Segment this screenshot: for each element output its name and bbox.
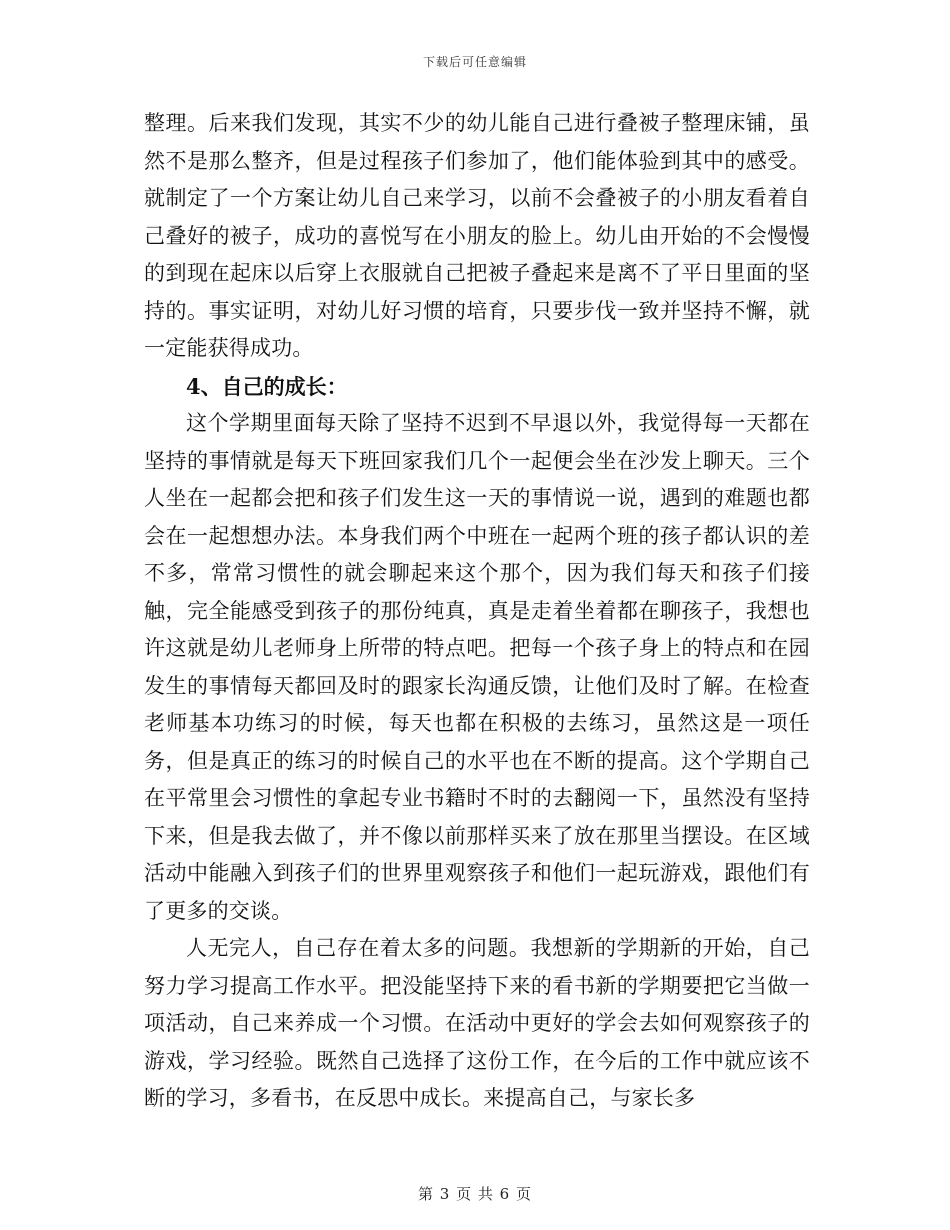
- paragraph-reflection: 人无完人，自己存在着太多的问题。我想新的学期新的开始，自己努力学习提高工作水平。把没能坚持下来的看书新的学期要把它当做一项活动，自己来养成一个习惯。在活动中更好的学会去如何观察孩子的游戏，学习经验。既然自己选择了这份工作，在今后的工作中就应该不断的学习，多看书，在反思中成长。来提高自己，与家长多: [144, 936, 810, 1110]
- page-header-note: 下载后可任意编辑: [422, 55, 527, 69]
- document-body: [144, 105, 810, 1118]
- paragraph-continuation: 整理。后来我们发现，其实不少的幼儿能自己进行叠被子整理床铺，虽然不是那么整齐，但是过程孩子们参加了，他们能体验到其中的感受。就制定了一个方案让幼儿自己来学习，以前不会叠被子的小朋友看着自己叠好的被子，成功的喜悦写在小朋友的脸上。幼儿由开始的不会慢慢的到现在起床以后穿上衣服就自己把被子叠起来是离不了平日里面的坚持的。事实证明，对幼儿好习惯的培育，只要步伐一致并坚持不懈，就一定能获得成功。: [144, 111, 810, 360]
- section-heading: 4、自己的成长：: [186, 373, 348, 399]
- paragraph-growth: 这个学期里面每天除了坚持不迟到不早退以外，我觉得每一天都在坚持的事情就是每天下班回家我们几个一起便会坐在沙发上聊天。三个人坐在一起都会把和孩子们发生这一天的事情说一说，遇到的难题也都会在一起想想办法。本身我们两个中班在一起两个班的孩子都认识的差不多，常常习惯性的就会聊起来这个那个，因为我们每天和孩子们接触，完全能感受到孩子的那份纯真，真是走着坐着都在聊孩子，我想也许这就是幼儿老师身上所带的特点吧。把每一个孩子身上的特点和在园发生的事情每天都回及时的跟家长沟通反馈，让他们及时了解。在检查老师基本功练习的时候，每天也都在积极的去练习，虽然这是一项任务，但是真正的练习的时候自己的水平也在不断的提高。这个学期自己在平常里会习惯性的拿起专业书籍时不时的去翻阅一下，虽然没有坚持下来，但是我去做了，并不像以前那样买来了放在那里当摆设。在区域活动中能融入到孩子们的世界里观察孩子和他们一起玩游戏，跟他们有了更多的交谈。: [144, 411, 810, 923]
- page-number-footer: 第 3 页 共 6 页: [418, 1185, 532, 1203]
